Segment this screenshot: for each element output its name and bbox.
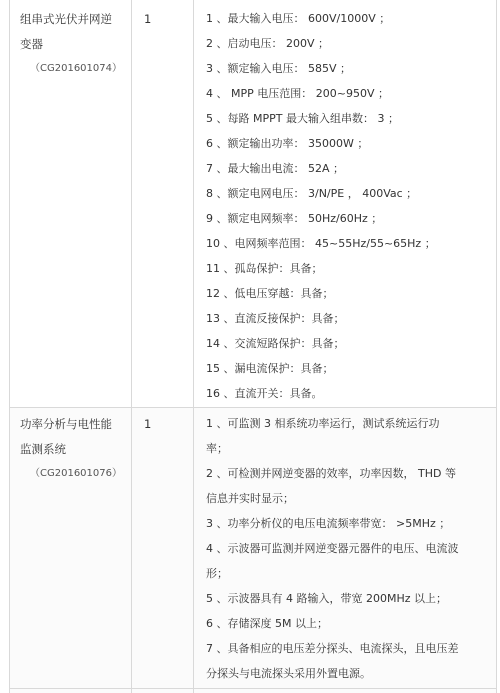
product-name-line: 功率分析与电性能 <box>20 417 112 431</box>
product-code: （CG201601074） <box>30 63 122 74</box>
spec-line: 率； <box>206 442 228 455</box>
spec-line: 7 、具备相应的电压差分探头、电流探头，且电压差 <box>206 642 459 655</box>
table-border-right <box>496 0 497 693</box>
spec-line: 分探头与电流探头采用外置电源。 <box>206 667 371 680</box>
spec-line: 14 、交流短路保护：具备； <box>206 337 345 350</box>
spec-line: 信息并实时显示； <box>206 492 294 505</box>
spec-line: 4 、 MPP 电压范围： 200~950V ； <box>206 87 389 100</box>
spec-line: 5 、每路 MPPT 最大输入组串数： 3 ； <box>206 112 399 125</box>
spec-line: 形； <box>206 567 228 580</box>
row-divider-bottom <box>9 688 497 689</box>
quantity: 1 <box>144 12 152 26</box>
spec-line: 9 、额定电网频率： 50Hz/60Hz ； <box>206 212 383 225</box>
spec-line: 5 、示波器具有 4 路输入，带宽 200MHz 以上； <box>206 592 448 605</box>
row-divider <box>9 407 497 408</box>
column-divider-qty-spec <box>193 0 194 693</box>
spec-line: 6 、额定输出功率： 35000W ； <box>206 137 369 150</box>
product-name-line: 监测系统 <box>20 442 66 456</box>
spec-line: 1 、可监测 3 相系统功率运行，测试系统运行功 <box>206 417 440 430</box>
table-border-left <box>9 0 10 693</box>
product-name-line: 组串式光伏并网逆 <box>20 12 112 26</box>
spec-line: 11 、孤岛保护：具备； <box>206 262 323 275</box>
spec-line: 8 、额定电网电压： 3/N/PE ， 400Vac ； <box>206 187 418 200</box>
quantity: 1 <box>144 417 152 431</box>
spec-line: 7 、最大输出电流： 52A ； <box>206 162 345 175</box>
spec-line: 1 、最大输入电压： 600V/1000V ； <box>206 12 391 25</box>
spec-line: 4 、示波器可监测并网逆变器元器件的电压、电流波 <box>206 542 459 555</box>
product-name-line: 变器 <box>20 37 43 51</box>
spec-line: 16 、直流开关：具备。 <box>206 387 323 400</box>
spec-line: 6 、存储深度 5M 以上； <box>206 617 328 630</box>
column-divider-name-qty <box>131 0 132 693</box>
spec-line: 2 、启动电压： 200V ； <box>206 37 330 50</box>
spec-line: 3 、额定输入电压： 585V ； <box>206 62 352 75</box>
product-code: （CG201601076） <box>30 468 122 479</box>
spec-line: 15 、漏电流保护：具备； <box>206 362 334 375</box>
spec-line: 3 、功率分析仪的电压电流频率带宽： >5MHz ； <box>206 517 451 530</box>
spec-line: 10 、电网频率范围： 45~55Hz/55~65Hz ； <box>206 237 436 250</box>
spec-line: 13 、直流反接保护：具备； <box>206 312 345 325</box>
spec-line: 2 、可检测并网逆变器的效率，功率因数， THD 等 <box>206 467 456 480</box>
spec-line: 12 、低电压穿越：具备； <box>206 287 334 300</box>
